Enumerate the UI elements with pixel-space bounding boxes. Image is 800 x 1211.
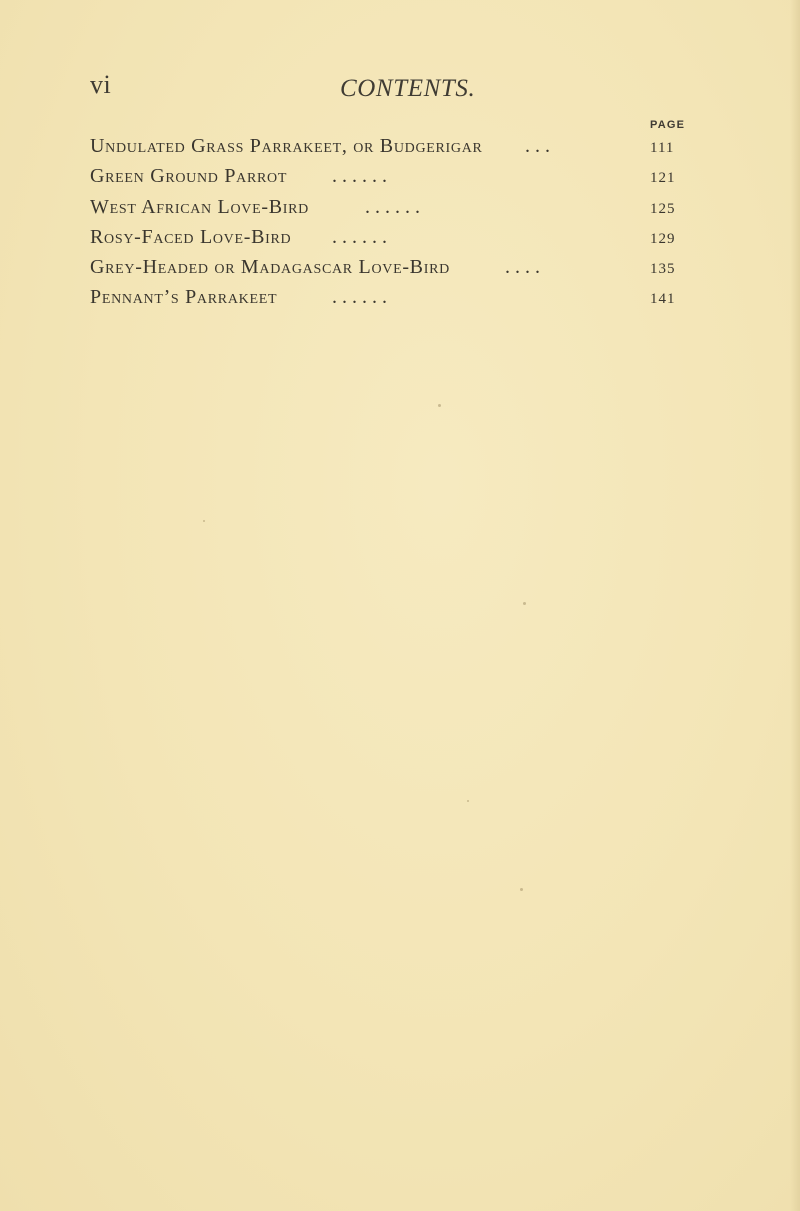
paper-speck [520, 888, 523, 891]
toc-entry-leader: . . . . . . [332, 225, 387, 248]
toc-entry-title: West African Love-Bird [90, 195, 309, 218]
toc-entry-leader: . . . . . . [332, 286, 387, 309]
paper-speck [467, 800, 469, 802]
toc-entry-page: 135 [650, 261, 676, 278]
paper-speck [523, 602, 526, 605]
toc-entry-leader: . . . [525, 135, 550, 157]
toc-entry-page: 129 [650, 230, 676, 247]
toc-entry-leader: . . . . . . [332, 165, 387, 188]
toc-entry-title: Grey-Headed or Madagascar Love-Bird [90, 256, 450, 279]
toc-entry-title: Green Ground Parrot [90, 165, 288, 188]
toc-entry [90, 256, 676, 286]
paper-speck [203, 520, 205, 522]
page-edge-shadow [790, 0, 800, 1211]
toc-entry-page: 141 [650, 291, 676, 308]
page-column-label: PAGE [650, 119, 686, 131]
toc-entry [90, 165, 676, 195]
page-number: vi [90, 70, 112, 99]
running-head: CONTENTS. [340, 75, 476, 102]
toc-entry-page: 121 [650, 170, 676, 187]
toc-entry [90, 225, 676, 256]
toc-entry-page: 111 [650, 140, 675, 156]
paper-speck [438, 404, 441, 407]
toc-entry-title: Pennant’s Parrakeet [90, 286, 278, 309]
toc-entry-leader: . . . . [505, 256, 540, 279]
toc-entry [90, 135, 675, 165]
toc-entry-title: Undulated Grass Parrakeet, or Budgerigar [90, 135, 483, 157]
toc-entry [90, 195, 676, 226]
toc-entry-leader: . . . . . . [365, 195, 420, 218]
toc-entry [90, 286, 676, 316]
toc-entry-page: 125 [650, 200, 676, 217]
toc-entry-title: Rosy-Faced Love-Bird [90, 225, 292, 248]
table-of-contents [90, 135, 676, 317]
